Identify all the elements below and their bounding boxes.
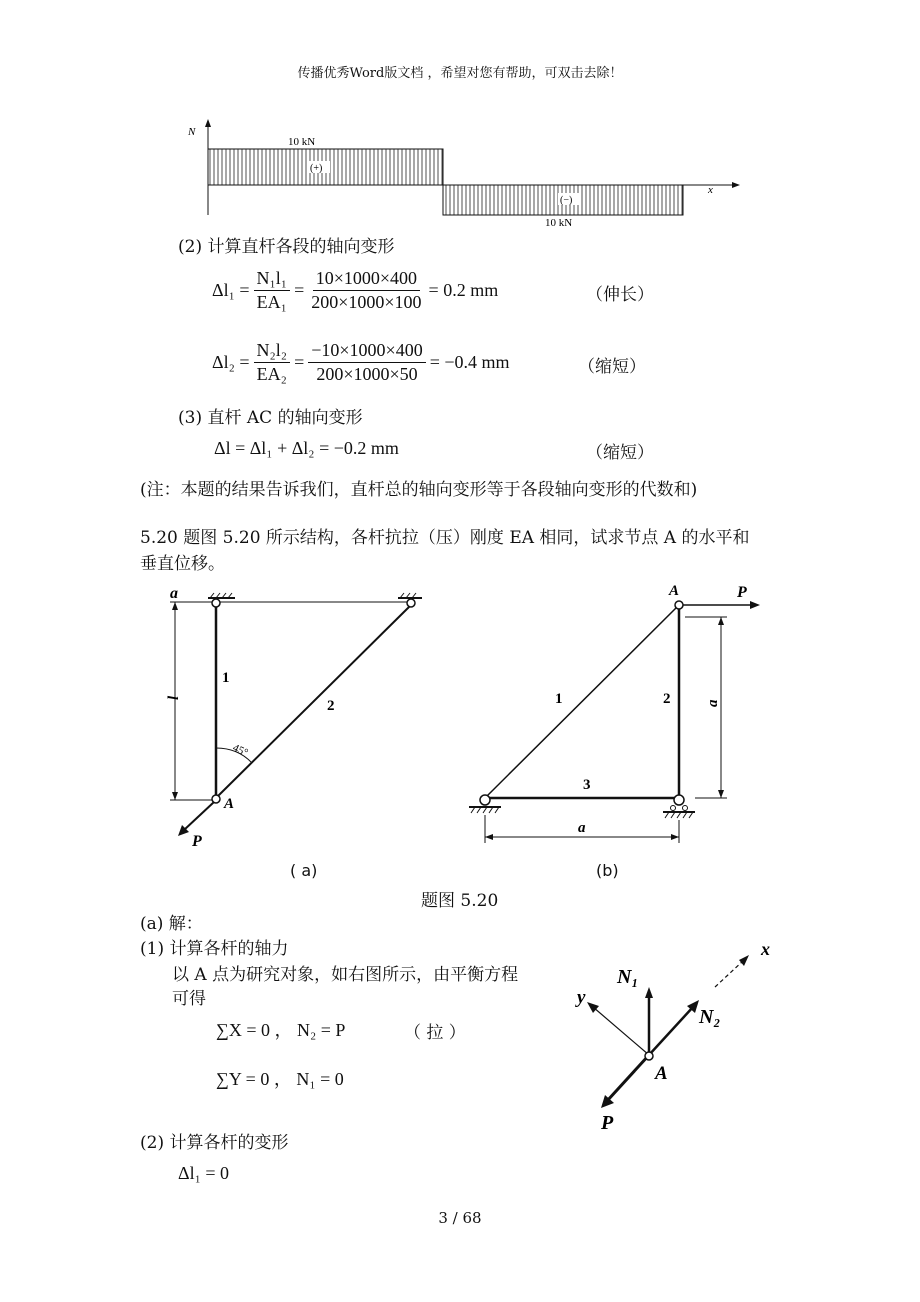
dl1-den2: 200×1000×100 [311, 292, 422, 312]
x-axis-arrow [732, 182, 740, 188]
fig-b-bar1-label: 1 [555, 691, 563, 707]
solution-intro2: 可得 [172, 989, 206, 1009]
equation-sum-x-note: （ 拉 ） [404, 1023, 466, 1043]
fbd-y-label: y [577, 987, 586, 1008]
dl2-note: （缩短） [578, 357, 646, 377]
fig-a-angle: 45° [230, 741, 250, 760]
fig-a-label-a: a [170, 585, 178, 602]
dl2-den2: 200×1000×50 [316, 364, 418, 384]
problem-line1: 5.20 题图 5.20 所示结构，各杆抗拉（压）刚度 EA 相同，试求节点 A 的水平和 [140, 528, 750, 548]
equation-dl1: Δl₁ = $\frac{\text{N₁l₁}}{\text{EA₁}}$ = $\frac{10\times 1000\times 400}{200\times 1000\times 100}$ = 0.2 mm [212, 268, 499, 312]
fig-a-load-label: P [192, 833, 202, 850]
fbd-node [645, 1052, 653, 1060]
fig-b-node-label: A [669, 583, 680, 599]
step2-heading: (2) 计算直杆各段的轴向变形 [178, 237, 395, 257]
fig-b-dim-horizontal: a [578, 820, 586, 836]
fig-b-caption: (b) [596, 861, 619, 880]
fig-b-bar2-label: 2 [663, 691, 671, 707]
equation-dl2: Δl₂ = $\frac{\text{N₂l₂}}{\text{EA₂}}$ = $\frac{-10\times 1000\times 400}{200\times 1000\times 50}$ = −0.4 mm [212, 340, 510, 384]
dl2-result: = −0.4 mm [429, 352, 510, 372]
total-note: （缩短） [586, 443, 654, 463]
equation-sum-x: ∑X = 0 ， N₂ = P [216, 1020, 346, 1040]
page-number: 3 / 68 [438, 1209, 482, 1227]
solution-a-label: (a) 解： [140, 914, 203, 934]
step3-heading: (3) 直杆 AC 的轴向变形 [178, 408, 363, 428]
fbd-n2-label: N₂ [699, 1006, 721, 1028]
negative-sign: (−) [560, 195, 573, 206]
equation-sum-y: ∑Y = 0 ， N₁ = 0 [216, 1069, 344, 1089]
remark: (注：本题的结果告诉我们，直杆总的轴向变形等于各段轴向变形的代数和) [140, 480, 698, 500]
equation-total: Δl = Δl₁ + Δl₂ = −0.2 mm [214, 438, 399, 458]
axial-force-diagram [180, 115, 750, 230]
fig-a-bar2-label: 2 [327, 698, 335, 714]
dl1-num1: N₁l₁ [254, 268, 291, 291]
dl1-num2: 10×1000×400 [313, 268, 420, 291]
fbd-node-label: A [655, 1063, 668, 1084]
fig-b-bar-1 [485, 605, 679, 798]
positive-sign: (+) [310, 163, 323, 174]
fig-a-label-l: l [166, 695, 182, 700]
solution-intro1: 以 A 点为研究对象，如右图所示，由平衡方程 [172, 965, 519, 985]
negative-value-label: 10 kN [545, 217, 573, 229]
n-axis-label: N [188, 126, 196, 138]
fig-b-dim-vertical: a [705, 699, 721, 707]
dl2-den1: EA₂ [256, 364, 287, 384]
figure-b [455, 575, 775, 845]
equation-dl1-zero: Δl₁ = 0 [178, 1163, 230, 1183]
solution-step2: (2) 计算各杆的变形 [140, 1133, 289, 1153]
dl2-lhs: Δl₂ [212, 352, 235, 372]
fig-a-bar-2 [218, 606, 410, 796]
fbd-load-label: P [601, 1112, 614, 1134]
problem-line2: 垂直位移。 [140, 554, 225, 574]
x-axis-label: x [708, 184, 713, 196]
n-axis-arrow [205, 119, 211, 127]
dl1-result: = 0.2 mm [428, 280, 499, 300]
fig-a-caption: ( a) [290, 861, 318, 880]
figure-title: 题图 5.20 [421, 891, 499, 911]
positive-value-label: 10 kN [288, 136, 316, 148]
fig-a-node-label: A [224, 796, 235, 812]
dl2-num2: −10×1000×400 [308, 340, 425, 363]
dl1-den1: EA₁ [256, 292, 287, 312]
fig-b-node-a [675, 601, 683, 609]
dl1-note: （伸长） [586, 285, 654, 305]
fbd-x-label: x [761, 939, 770, 959]
fig-b-load-label: P [737, 584, 747, 601]
free-body-diagram [565, 935, 785, 1135]
fig-a-bar1-label: 1 [222, 670, 230, 686]
fig-b-bar3-label: 3 [583, 777, 591, 793]
solution-step1: (1) 计算各杆的轴力 [140, 939, 289, 959]
figure-a [160, 580, 440, 850]
page-header: 传播优秀Word版文档 ，希望对您有帮助，可双击去除！ [297, 66, 623, 81]
dl1-lhs: Δl₁ [212, 280, 235, 300]
fbd-n1-label: N₁ [617, 966, 639, 988]
dl2-num1: N₂l₂ [254, 340, 291, 363]
